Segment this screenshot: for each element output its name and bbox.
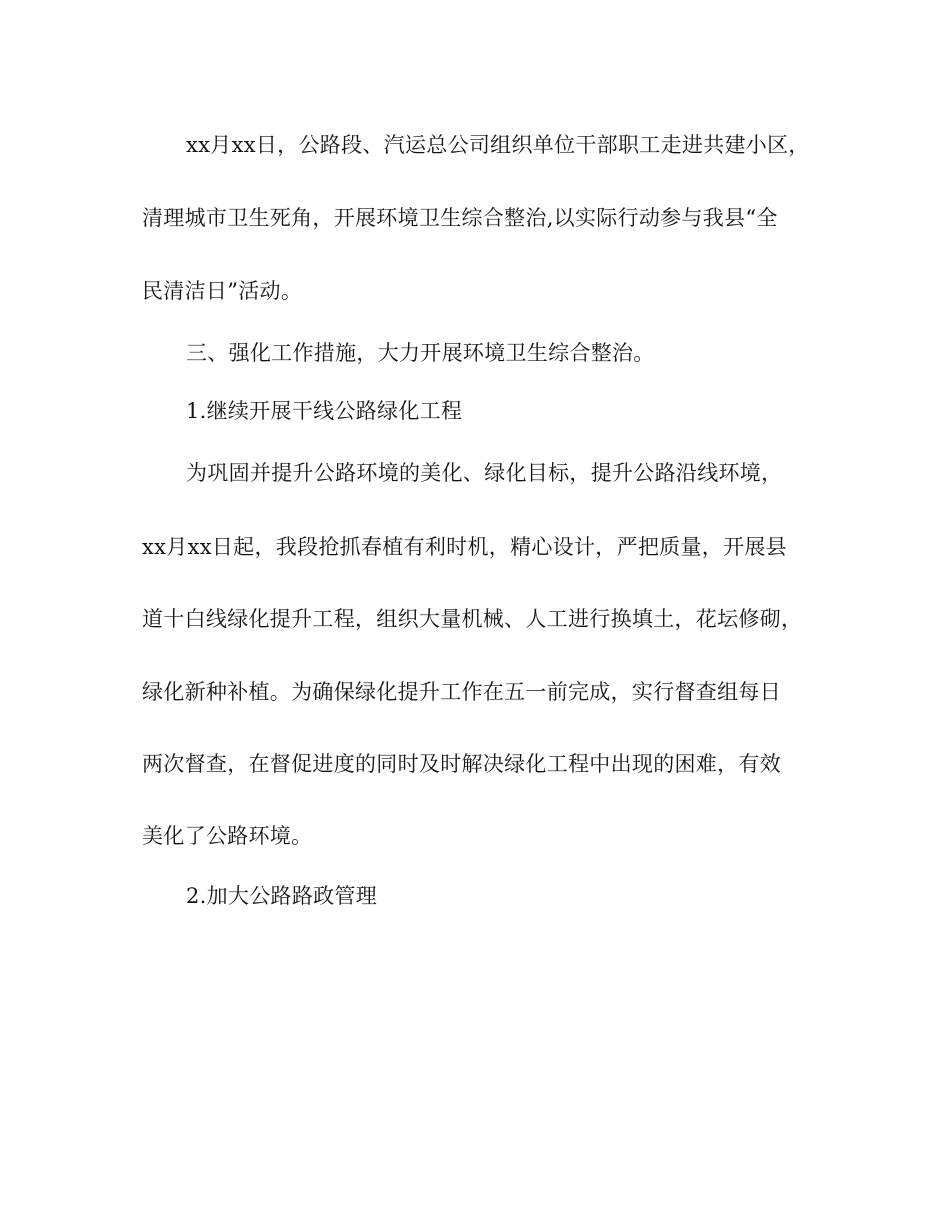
- paragraph-line: 美化了公路环境。: [142, 824, 313, 848]
- section-heading: 三、强化工作措施，大力开展环境卫生综合整治。: [186, 341, 655, 365]
- paragraph-line: xx月xx日，公路段、汽运总公司组织单位干部职工走进共建小区，: [186, 133, 810, 157]
- paragraph-line: 两次督查，在督促进度的同时及时解决绿化工程中出现的困难，有效: [142, 752, 781, 776]
- paragraph-line: 清理城市卫生死角，开展环境卫生综合整治,以实际行动参与我县“全: [142, 206, 778, 230]
- subsection-heading: 2.加大公路路政管理: [186, 884, 378, 908]
- paragraph-line: 绿化新种补植。为确保绿化提升工作在五一前完成，实行督查组每日: [142, 680, 781, 704]
- paragraph-line: 民清洁日”活动。: [142, 279, 303, 303]
- paragraph-line: 道十白线绿化提升工程，组织大量机械、人工进行换填土，花坛修砌，: [142, 607, 803, 631]
- subsection-heading: 1.继续开展干线公路绿化工程: [186, 399, 463, 423]
- paragraph-line: xx月xx日起，我段抢抓春植有利时机，精心设计，严把质量，开展县: [142, 535, 787, 559]
- paragraph-line: 为巩固并提升公路环境的美化、绿化目标，提升公路沿线环境，: [186, 461, 783, 485]
